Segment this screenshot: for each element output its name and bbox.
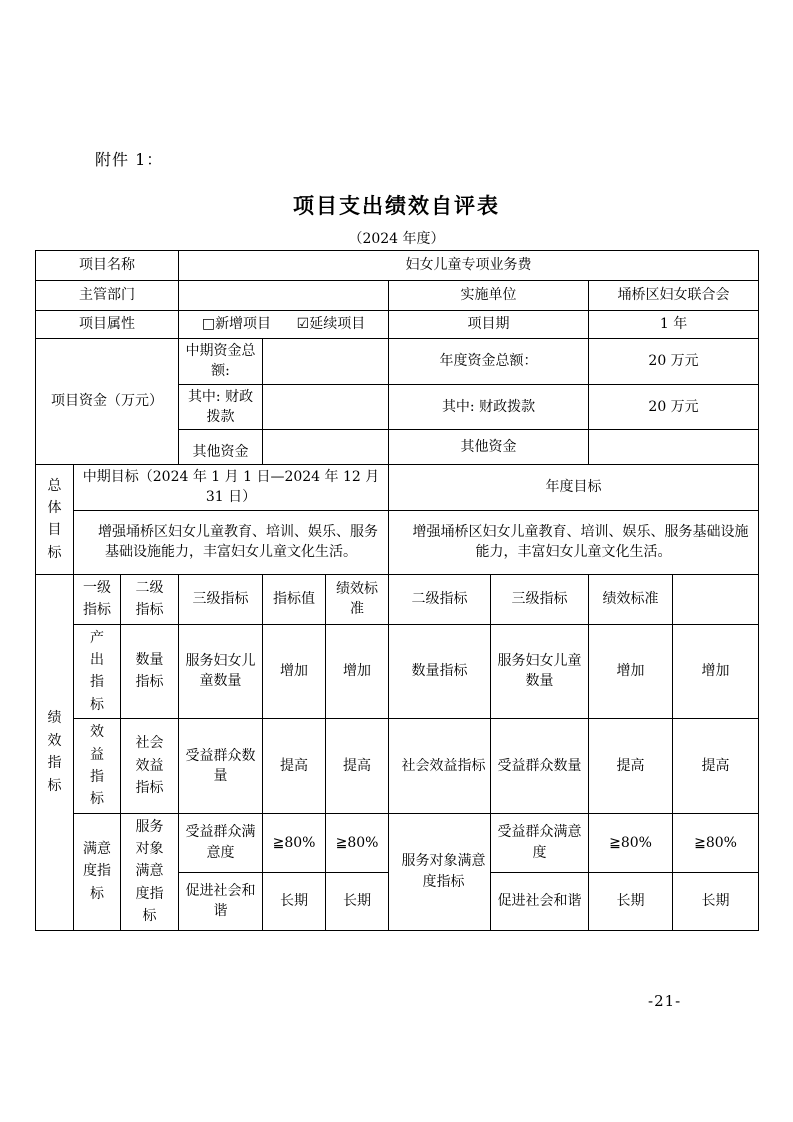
satisfaction-level2-annual-cell: 服务对象满意度指标 [389, 813, 491, 930]
project-period-label-cell: 项目期 [389, 311, 589, 339]
annual-other-value-cell [589, 430, 759, 465]
satisfaction-level3-annual-cell: 受益群众满意度 [491, 813, 589, 872]
project-attr-label-cell: 项目属性 [36, 311, 179, 339]
annual-fiscal-value-cell: 20 万元 [589, 384, 759, 430]
benefit-value-mid-cell: 提高 [263, 719, 326, 814]
annual-other-label-cell: 其他资金 [389, 430, 589, 465]
output-level1-cell: 产出指标 [74, 624, 121, 719]
dept-label-cell: 主管部门 [36, 281, 179, 311]
harmony-standard-mid-cell: 长期 [326, 872, 389, 930]
mid-fiscal-label-cell: 其中: 财政拨款 [179, 384, 263, 430]
new-project-option-label: 新增项目 [215, 316, 272, 333]
output-extra-cell: 增加 [673, 624, 759, 719]
mid-total-label-cell: 中期资金总额: [179, 339, 263, 385]
table-row [36, 624, 759, 719]
harmony-level3-mid-cell: 促进社会和谐 [179, 872, 263, 930]
standard-mid-header-cell: 绩效标准 [326, 574, 389, 624]
output-level3-mid-cell: 服务妇女儿童数量 [179, 624, 263, 719]
level3-annual-header-cell: 三级指标 [491, 574, 589, 624]
attachment-label: 附件 1： [95, 150, 164, 169]
mid-total-value-cell [263, 339, 389, 385]
benefit-standard-mid-cell: 提高 [326, 719, 389, 814]
satisfaction-level3-mid-cell: 受益群众满意度 [179, 813, 263, 872]
level1-header-cell: 一级指标 [74, 574, 121, 624]
annual-fiscal-label-cell: 其中: 财政拨款 [389, 384, 589, 430]
benefit-level1-cell: 效益指标 [74, 719, 121, 814]
page-title: 项目支出绩效自评表 [293, 195, 500, 218]
project-name-value-cell: 妇女儿童专项业务费 [179, 251, 759, 281]
annual-total-value-cell: 20 万元 [589, 339, 759, 385]
satisfaction-standard-annual-cell: ≧80% [589, 813, 673, 872]
self-evaluation-table [35, 250, 759, 931]
mid-fiscal-value-cell [263, 384, 389, 430]
table-row [36, 813, 759, 872]
satisfaction-extra-cell: ≧80% [673, 813, 759, 872]
table-row [36, 281, 759, 311]
satisfaction-level1-cell: 满意度指标 [74, 813, 121, 930]
dept-value-cell [179, 281, 389, 311]
benefit-level3-mid-cell: 受益群众数量 [179, 719, 263, 814]
benefit-standard-annual-cell: 提高 [589, 719, 673, 814]
benefit-level3-annual-cell: 受益群众数量 [491, 719, 589, 814]
project-attr-value-cell [179, 311, 389, 339]
overall-goal-group-cell [36, 465, 74, 575]
new-project-option [202, 314, 271, 334]
page-number: -21- [648, 992, 682, 1010]
table-row [36, 251, 759, 281]
mid-goal-text-cell: 增强埇桥区妇女儿童教育、培训、娱乐、服务基础设施能力，丰富妇女儿童文化生活。 [74, 510, 389, 574]
level3-mid-header-cell: 三级指标 [179, 574, 263, 624]
impl-unit-label-cell: 实施单位 [389, 281, 589, 311]
mid-goal-header-cell: 中期目标（2024 年 1 月 1 日—2024 年 12 月 31 日） [74, 465, 389, 511]
level2-annual-header-cell: 二级指标 [389, 574, 491, 624]
project-name-label-cell: 项目名称 [36, 251, 179, 281]
project-period-value-cell: 1 年 [589, 311, 759, 339]
harmony-extra-cell: 长期 [673, 872, 759, 930]
page-subtitle: （2024 年度） [348, 231, 445, 247]
annual-goal-text-cell: 增强埇桥区妇女儿童教育、培训、娱乐、服务基础设施能力，丰富妇女儿童文化生活。 [389, 510, 759, 574]
table-row [36, 510, 759, 574]
harmony-standard-annual-cell: 长期 [589, 872, 673, 930]
satisfaction-level2-mid-cell: 服务对象满意度指标 [121, 813, 179, 930]
benefit-level2-mid-cell: 社会效益指标 [121, 719, 179, 814]
satisfaction-standard-mid-cell: ≧80% [326, 813, 389, 872]
output-standard-annual-cell: 增加 [589, 624, 673, 719]
benefit-extra-cell: 提高 [673, 719, 759, 814]
table-row [36, 465, 759, 511]
harmony-level3-annual-cell: 促进社会和谐 [491, 872, 589, 930]
table-row [36, 719, 759, 814]
target-value-header-cell: 指标值 [263, 574, 326, 624]
indicators-group-cell [36, 574, 74, 930]
indicators-group-label: 绩效指标 [47, 710, 62, 794]
checkbox-unchecked-icon: □ [201, 316, 216, 333]
output-value-mid-cell: 增加 [263, 624, 326, 719]
annual-goal-header-cell: 年度目标 [389, 465, 759, 511]
output-standard-mid-cell: 增加 [326, 624, 389, 719]
benefit-level2-annual-cell: 社会效益指标 [389, 719, 491, 814]
continue-project-option-label: 延续项目 [309, 316, 366, 333]
mid-other-value-cell [263, 430, 389, 465]
table-row [36, 574, 759, 624]
output-level2-mid-cell: 数量指标 [121, 624, 179, 719]
impl-unit-value-cell: 埇桥区妇女联合会 [589, 281, 759, 311]
mid-other-label-cell: 其他资金 [179, 430, 263, 465]
continue-project-option [297, 314, 366, 334]
checkbox-checked-icon: ☑ [296, 316, 310, 333]
standard-annual-header-cell: 绩效标准 [589, 574, 673, 624]
annual-total-label-cell: 年度资金总额： [389, 339, 589, 385]
overall-goal-group-label: 总体目标 [47, 477, 62, 561]
extra-header-cell [673, 574, 759, 624]
level2-mid-header-cell: 二级指标 [121, 574, 179, 624]
project-funds-group-cell: 项目资金（万元） [36, 339, 179, 465]
harmony-value-mid-cell: 长期 [263, 872, 326, 930]
output-level3-annual-cell: 服务妇女儿童数量 [491, 624, 589, 719]
output-level2-annual-cell: 数量指标 [389, 624, 491, 719]
table-row [36, 339, 759, 385]
table-row [36, 311, 759, 339]
satisfaction-value-mid-cell: ≧80% [263, 813, 326, 872]
